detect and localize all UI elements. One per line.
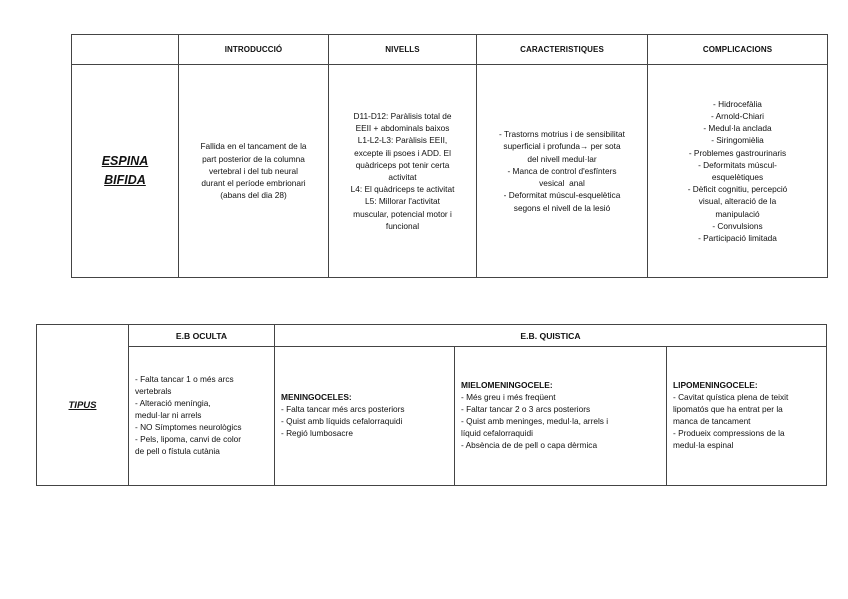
text-line: - Falta tancar més arcs posteriors <box>281 404 405 415</box>
meningocele-cell <box>275 347 455 486</box>
text-line: visual, alteració de la <box>698 196 777 207</box>
text-line: - NO Símptomes neurològics <box>135 421 242 432</box>
text-line: L5: Millorar l'activitat <box>365 196 440 207</box>
text-line: lipomatós que ha entrat per la <box>673 404 783 415</box>
text-line: - Arnold-Chiari <box>710 110 765 121</box>
header-nivells: NIVELLS <box>329 35 477 65</box>
title-line-2: BIFIDA <box>104 173 146 187</box>
text-line: - Convulsions <box>712 220 763 231</box>
text-line: segons el nivell de la lesió <box>513 202 611 213</box>
header-introduccio: INTRODUCCIÓ <box>179 35 329 65</box>
text-line: - Dèficit cognitiu, percepció <box>687 184 788 195</box>
header-complicacions: COMPLICACIONS <box>648 35 828 65</box>
meningocele-list <box>281 404 448 440</box>
mielomeningocele-list <box>461 392 660 452</box>
text-line: - Alteració meníngia, <box>135 398 211 409</box>
text-line: - Regió lumbosacre <box>281 427 353 438</box>
tipus-table <box>36 324 827 486</box>
lipomeningocele-title: LIPOMENINGOCELE: <box>673 380 758 391</box>
text-line: - Quist amb meninges, medul·la, arrels i <box>461 416 609 426</box>
text-line: - Participació limitada <box>698 233 777 244</box>
text-line: quàdriceps pot tenir certa <box>355 159 450 170</box>
text-line: - Falta tancar 1 o més arcs <box>135 374 234 385</box>
text-line: durant el període embrionari <box>201 178 306 189</box>
text-line: - Deformitats múscul- <box>698 159 777 170</box>
text-line: - Pels, lipoma, canvi de color <box>135 433 242 444</box>
text-line: L4: El quàdriceps te activitat <box>350 184 455 195</box>
text-line: manca de tancament <box>673 416 751 426</box>
text-line: manipulació <box>715 208 760 219</box>
title-line-1: ESPINA <box>101 154 149 168</box>
text-line: (abans del dia 28) <box>220 190 287 201</box>
lipomeningocele-list <box>673 392 820 452</box>
mielomeningocele-title: MIELOMENINGOCELE: <box>461 380 553 391</box>
caracteristiques-cell <box>477 65 648 278</box>
nivells-cell <box>329 65 477 278</box>
oculta-cell <box>129 347 275 486</box>
header-caracteristiques: CARACTERISTIQUES <box>477 35 648 65</box>
text-line: - Faltar tancar 2 o 3 arcs posteriors <box>461 404 591 415</box>
text-line: D11-D12: Paràlisis total de <box>353 110 452 121</box>
tipus-title: TIPUS <box>37 325 129 486</box>
text-line: vertebrals <box>135 386 172 397</box>
lipomeningocele-cell <box>667 347 827 486</box>
text-line: medul·lar ni arrels <box>135 410 202 421</box>
text-line: esquelètiques <box>711 172 764 182</box>
text-line: EEII + abdominals baixos <box>355 123 450 134</box>
text-line: - Produeix compressions de la <box>673 427 785 438</box>
complicacions-cell <box>648 65 828 278</box>
text-line: Fallida en el tancament de la <box>200 141 307 152</box>
text-line: - Absència de de pell o capa dèrmica <box>461 439 598 450</box>
text-line: - Deformitat múscul-esquelètica <box>503 190 621 201</box>
header-eb-quistica: E.B. QUISTICA <box>275 325 827 347</box>
oculta-list <box>135 374 268 457</box>
text-line: - Més greu i més freqüent <box>461 392 556 403</box>
empty-corner-cell <box>72 35 179 65</box>
text-line: L1-L2-L3: Paràlisis EEII, <box>357 135 448 146</box>
text-line: - Quist amb líquids cefalorraquidi <box>281 416 403 426</box>
text-line: medul·la espinal <box>673 439 734 450</box>
text-line: muscular, potencial motor i <box>353 208 452 219</box>
text-line: - Manca de control d'esfínters <box>507 165 617 176</box>
text-line: activitat <box>388 172 417 182</box>
text-line: - Cavitat quística plena de teixit <box>673 392 789 403</box>
introduccio-cell <box>179 65 329 278</box>
text-line: vesical anal <box>539 178 585 189</box>
text-line: excepte ili psoes i ADD. El <box>354 147 451 158</box>
text-line: vertebral i del tub neural <box>208 165 298 176</box>
text-line: - Trastorns motrius i de sensibilitat <box>499 129 625 140</box>
meningocele-title: MENINGOCELES: <box>281 392 352 403</box>
text-line: part posterior de la columna <box>202 153 305 164</box>
text-line: superficial i profunda→ per sota <box>503 141 621 152</box>
header-eb-oculta: E.B OCULTA <box>129 325 275 347</box>
text-line: - Medul·la anclada <box>703 123 772 134</box>
text-line: del nivell medul·lar <box>527 153 597 164</box>
text-line: de pell o fístula cutània <box>135 445 220 456</box>
text-line: - Hidrocefàlia <box>713 98 762 109</box>
text-line: - Siringomièlia <box>711 135 764 146</box>
espina-bifida-title <box>72 65 179 278</box>
text-line: funcional <box>385 220 420 231</box>
mielomeningocele-cell <box>455 347 667 486</box>
text-line: líquid cefalorraquidi <box>461 427 533 438</box>
text-line: - Problemes gastrourinaris <box>688 147 787 158</box>
espina-bifida-table <box>71 34 828 278</box>
